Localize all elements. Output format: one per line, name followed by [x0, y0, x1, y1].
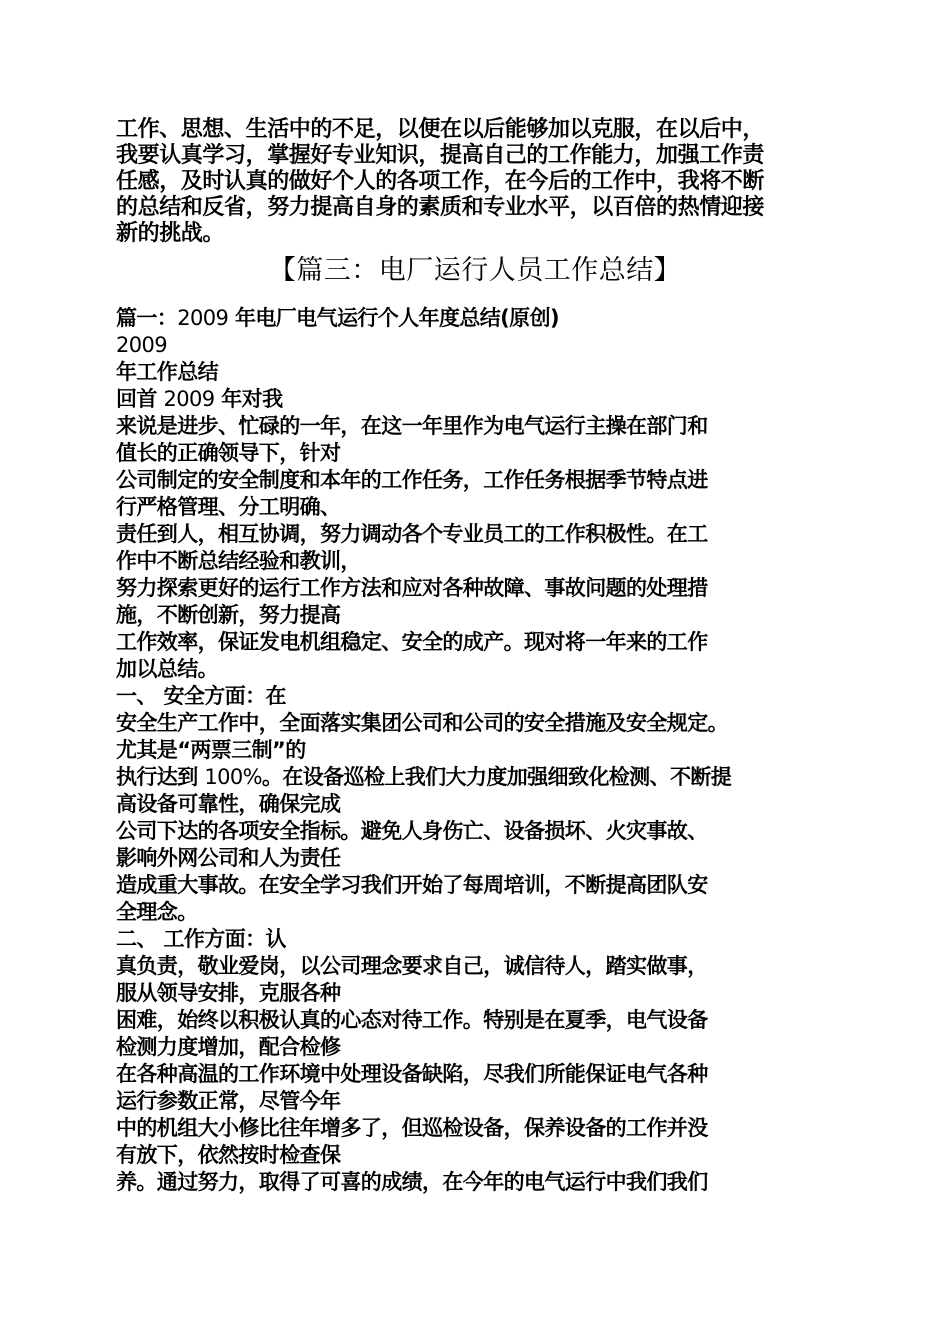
work-heading: 二、 工作方面：认	[116, 927, 286, 951]
text-run: 执行达到	[116, 765, 205, 789]
body-line: 检测力度增加，配合检修	[116, 1035, 341, 1059]
heading-year: 2009	[177, 306, 229, 330]
body-line: 尤其是“两票三制”的	[116, 738, 306, 762]
year-run: 2009	[163, 387, 215, 411]
body-line: 施，不断创新，努力提高	[116, 603, 341, 627]
body-line: 全理念。	[116, 900, 198, 924]
text-run: 年对我	[214, 387, 283, 411]
body-line: 中的机组大小修比往年增多了，但巡检设备，保养设备的工作并没	[116, 1116, 708, 1140]
body-line: 努力探索更好的运行工作方法和应对各种故障、事故问题的处理措	[116, 576, 708, 600]
body-line: 来说是进步、忙碌的一年，在这一年里作为电气运行主操在部门和	[116, 414, 708, 438]
body-line: 有放下，依然按时检查保	[116, 1143, 341, 1167]
body-line: 安全生产工作中，全面落实集团公司和公司的安全措施及安全规定。	[116, 711, 728, 735]
summary-line: 年工作总结	[116, 360, 218, 384]
intro-line: 任感，及时认真的做好个人的各项工作，在今后的工作中，我将不断	[116, 169, 765, 194]
text-run: 回首	[116, 387, 164, 411]
safety-heading: 一、 安全方面：在	[116, 684, 286, 708]
execution-line	[116, 764, 841, 791]
body-text	[116, 305, 841, 1196]
look-back-line	[116, 386, 841, 413]
body-line: 值长的正确领导下，针对	[116, 441, 341, 465]
body-line: 造成重大事故。在安全学习我们开始了每周培训，不断提高团队安	[116, 873, 708, 897]
intro-line: 我要认真学习，掌握好专业知识，提高自己的工作能力，加强工作责	[116, 143, 765, 168]
body-line: 行严格管理、分工明确、	[116, 495, 341, 519]
intro-line: 新的挑战。	[116, 221, 225, 246]
intro-paragraph	[116, 117, 841, 247]
body-line: 困难，始终以积极认真的心态对待工作。特别是在夏季，电气设备	[116, 1008, 708, 1032]
intro-line: 工作、思想、生活中的不足，以便在以后能够加以克服，在以后中，	[116, 117, 765, 142]
heading-part: (原创)	[500, 306, 559, 330]
body-line: 责任到人，相互协调，努力调动各个专业员工的工作积极性。在工	[116, 522, 708, 546]
body-line: 运行参数正常，尽管今年	[116, 1089, 341, 1113]
intro-line: 的总结和反省，努力提高自身的素质和专业水平，以百倍的热情迎接	[116, 195, 765, 220]
body-line: 养。通过努力，取得了可喜的成绩，在今年的电气运行中我们我们	[116, 1170, 708, 1194]
percent-run: 100%	[204, 765, 262, 789]
text-run: 。在设备巡检上我们大力度加强细致化检测、不断提	[261, 765, 732, 789]
heading-part: 年电厂电气运行个人年度总结	[228, 306, 501, 330]
body-line: 加以总结。	[116, 657, 218, 681]
body-line: 作中不断总结经验和教训，	[116, 549, 361, 573]
year-line: 2009	[116, 333, 168, 357]
body-line: 公司下达的各项安全指标。避免人身伤亡、设备损坏、火灾事故、	[116, 819, 708, 843]
body-line: 在各种高温的工作环境中处理设备缺陷，尽我们所能保证电气各种	[116, 1062, 708, 1086]
body-line: 工作效率，保证发电机组稳定、安全的成产。现对将一年来的工作	[116, 630, 708, 654]
section-title: 【篇三：电厂运行人员工作总结】	[268, 255, 682, 286]
body-line: 真负责，敬业爱岗，以公司理念要求自己，诚信待人，踏实做事，	[116, 954, 708, 978]
body-line: 高设备可靠性，确保完成	[116, 792, 341, 816]
body-line: 影响外网公司和人为责任	[116, 846, 341, 870]
body-line: 服从领导安排，克服各种	[116, 981, 341, 1005]
body-line: 公司制定的安全制度和本年的工作任务，工作任务根据季节特点进	[116, 468, 708, 492]
article-heading	[116, 305, 841, 332]
heading-part: 篇一：	[116, 306, 178, 330]
